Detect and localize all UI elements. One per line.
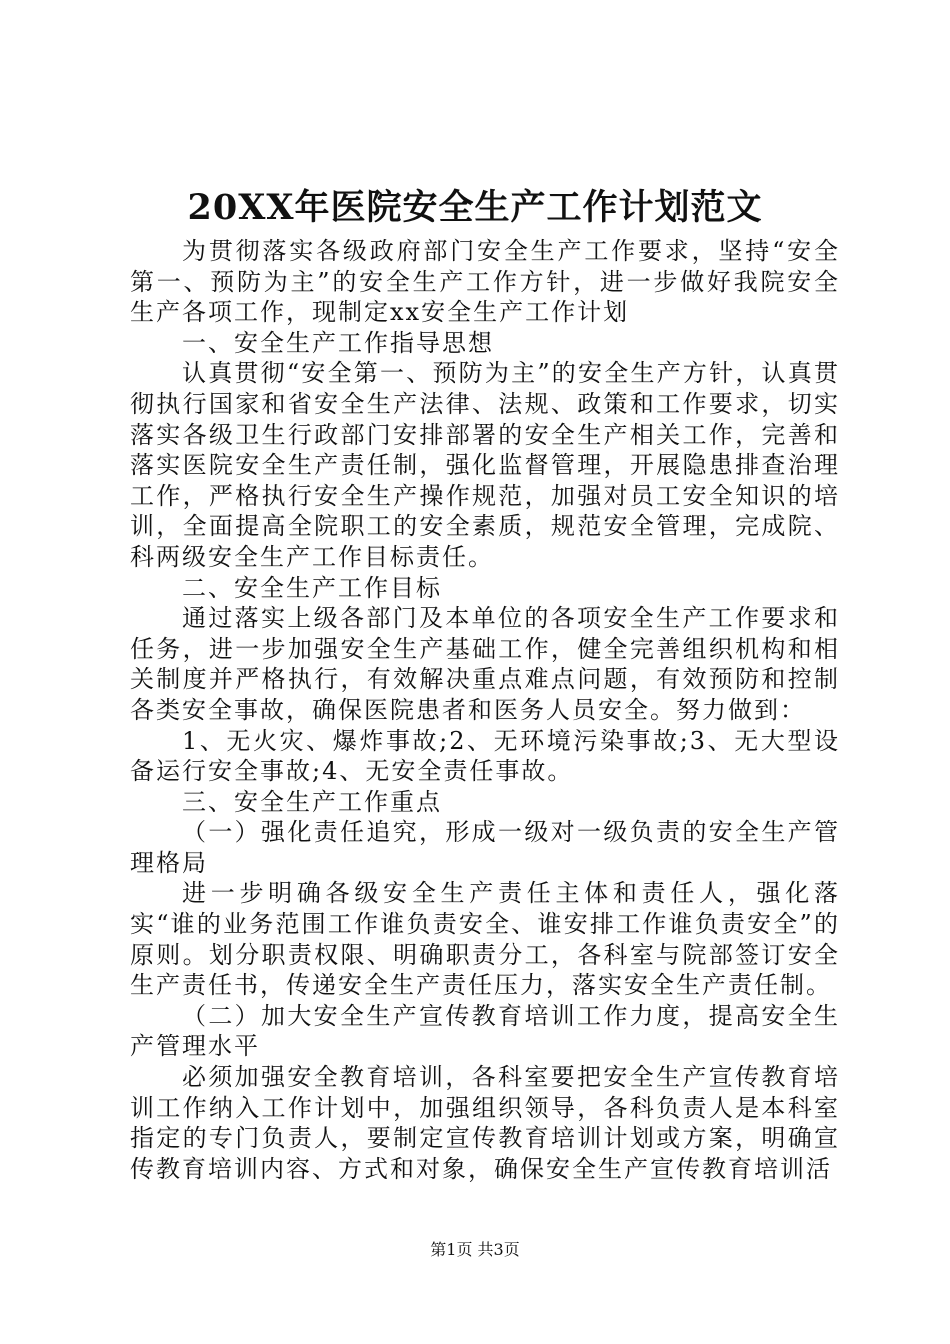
subsection-heading-training: （二）加大安全生产宣传教育培训工作力度，提高安全生产管理水平 — [130, 1001, 840, 1061]
section-heading-guiding-thought: 一、安全生产工作指导思想 — [182, 328, 494, 357]
intro-paragraph: 为贯彻落实各级政府部门安全生产工作要求，坚持“安全第一、预防为主”的安全生产工作方针，进一步做好我院安全生产各项工作，现制定xx安全生产工作计划 — [130, 237, 840, 327]
section-heading-goals: 二、安全生产工作目标 — [182, 573, 442, 602]
section-heading-key-points: 三、安全生产工作重点 — [182, 787, 442, 816]
document-body — [130, 236, 840, 1184]
goals-list-paragraph: 1、无火灾、爆炸事故;2、无环境污染事故;3、无大型设备运行安全事故;4、无安全责任事故。 — [130, 726, 840, 786]
guiding-thought-paragraph: 认真贯彻“安全第一、预防为主”的安全生产方针，认真贯彻执行国家和省安全生产法律、法规、政策和工作要求，切实落实各级卫生行政部门安排部署的安全生产相关工作，完善和落实医院安全生产责任制，强化监督管理，开展隐患排查治理工作，严格执行安全生产操作规范，加强对员工安全知识的培训，全面提高全院职工的安全素质，规范安全管理，完成院、科两级安全生产工作目标责任。 — [130, 359, 840, 571]
responsibility-paragraph: 进一步明确各级安全生产责任主体和责任人，强化落实“谁的业务范围工作谁负责安全、谁安排工作谁负责安全”的原则。划分职责权限、明确职责分工，各科室与院部签订安全生产责任书，传递安全生产责任压力，落实安全生产责任制。 — [130, 879, 840, 1000]
page-number-footer: 第1页 共3页 — [430, 1240, 520, 1259]
training-paragraph: 必须加强安全教育培训，各科室要把安全生产宣传教育培训工作纳入工作计划中，加强组织领导，各科负责人是本科室指定的专门负责人，要制定宣传教育培训计划或方案，明确宣传教育培训内容、方式和对象，确保安全生产宣传教育培训活 — [130, 1063, 840, 1183]
document-title: 20XX年医院安全生产工作计划范文 — [187, 187, 763, 228]
subsection-heading-responsibility: （一）强化责任追究，形成一级对一级负责的安全生产管理格局 — [130, 818, 840, 877]
goals-paragraph: 通过落实上级各部门及本单位的各项安全生产工作要求和任务，进一步加强安全生产基础工作，健全完善组织机构和相关制度并严格执行，有效解决重点难点问题，有效预防和控制各类安全事故，确保医院患者和医务人员安全。努力做到： — [130, 604, 840, 724]
